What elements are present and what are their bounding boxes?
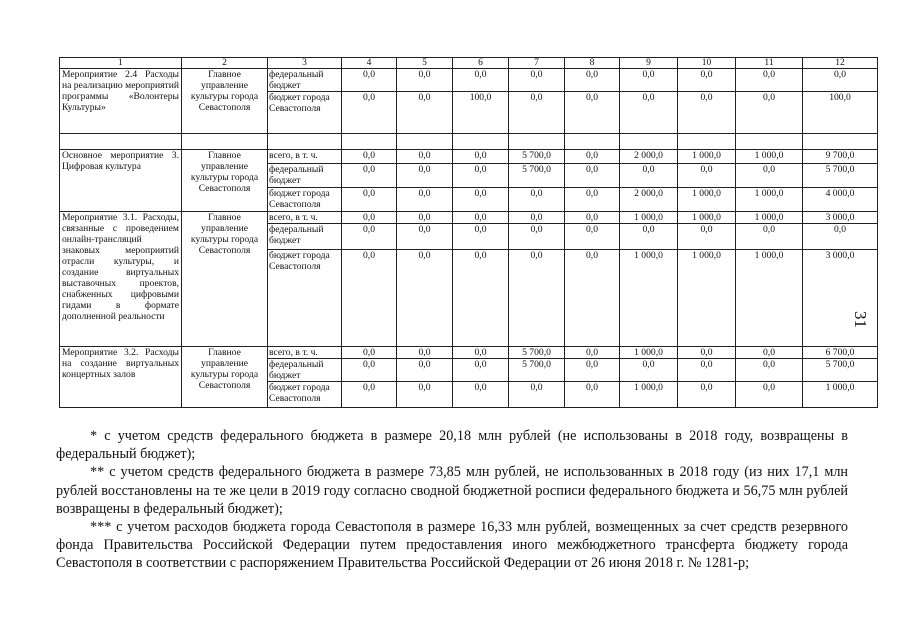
value-cell: 0,0 — [397, 150, 453, 164]
column-header-5: 5 — [397, 58, 453, 69]
column-header-8: 8 — [565, 58, 620, 69]
activity-title-text: Мероприятие 3.1. Расходы, связанные с проведением онлайн-трансляций знаковых мероприятий отрасли культуры, и создание виртуальных выставочных проектов, снабженных цифровыми гидами в формате дополненной реальности — [62, 212, 179, 322]
activity-title — [60, 347, 182, 408]
value-cell: 1 000,0 — [678, 212, 736, 224]
column-header-6: 6 — [453, 58, 509, 69]
value-cell: 0,0 — [736, 347, 803, 359]
value-cell: 5 700,0 — [803, 359, 878, 382]
value-cell: 5 700,0 — [509, 359, 565, 382]
funding-source: федеральный бюджет — [268, 164, 342, 188]
value-cell: 0,0 — [453, 347, 509, 359]
value-cell: 0,0 — [565, 382, 620, 408]
value-cell: 0,0 — [397, 92, 453, 134]
table-body — [60, 58, 878, 408]
executor: Главное управление культуры города Севастополя — [182, 212, 268, 347]
funding-source: бюджет города Севастополя — [268, 250, 342, 347]
value-cell: 100,0 — [453, 92, 509, 134]
value-cell: 1 000,0 — [620, 382, 678, 408]
funding-source: федеральный бюджет — [268, 224, 342, 250]
value-cell: 0,0 — [509, 250, 565, 347]
value-cell: 0,0 — [565, 250, 620, 347]
value-cell: 6 700,0 — [803, 347, 878, 359]
executor: Главное управление культуры города Севастополя — [182, 347, 268, 408]
value-cell: 0,0 — [678, 92, 736, 134]
value-cell: 0,0 — [565, 224, 620, 250]
value-cell: 100,0 — [803, 92, 878, 134]
value-cell: 0,0 — [736, 382, 803, 408]
value-cell: 0,0 — [678, 164, 736, 188]
table-row — [60, 150, 878, 164]
value-cell: 0,0 — [453, 188, 509, 212]
value-cell: 0,0 — [509, 212, 565, 224]
budget-table — [59, 57, 878, 408]
executor: Главное управление культуры города Севастополя — [182, 150, 268, 212]
value-cell: 5 700,0 — [509, 164, 565, 188]
page-number: 31 — [851, 311, 870, 328]
value-cell: 0,0 — [736, 224, 803, 250]
value-cell: 0,0 — [509, 224, 565, 250]
value-cell: 0,0 — [565, 150, 620, 164]
value-cell: 0,0 — [342, 382, 397, 408]
funding-source: федеральный бюджет — [268, 69, 342, 92]
activity-title-text: Основное мероприятие 3. Цифровая культура — [62, 150, 179, 172]
value-cell: 0,0 — [342, 69, 397, 92]
value-cell: 0,0 — [565, 92, 620, 134]
value-cell: 0,0 — [397, 382, 453, 408]
value-cell: 1 000,0 — [803, 382, 878, 408]
value-cell: 0,0 — [453, 150, 509, 164]
value-cell: 0,0 — [736, 164, 803, 188]
value-cell: 0,0 — [803, 69, 878, 92]
value-cell: 0,0 — [565, 359, 620, 382]
value-cell: 0,0 — [453, 382, 509, 408]
table-row — [60, 69, 878, 92]
value-cell: 0,0 — [342, 359, 397, 382]
value-cell: 0,0 — [565, 69, 620, 92]
activity-title — [60, 212, 182, 347]
footnote: ** с учетом средств федерального бюджета в размере 73,85 млн рублей, не использованных в 2018 году (из них 17,1 млн рублей восстановлены на те же цели в 2019 году согласно сводной бюджетной росписи федерального бюджета и 56,75 млн рублей возвращены в федеральный бюджет); — [56, 464, 848, 517]
value-cell: 5 700,0 — [509, 347, 565, 359]
column-header-2: 2 — [182, 58, 268, 69]
activity-title-text: Мероприятие 3.2. Расходы на создание виртуальных концертных залов — [62, 347, 179, 380]
value-cell: 0,0 — [342, 188, 397, 212]
value-cell: 2 000,0 — [620, 188, 678, 212]
value-cell: 0,0 — [453, 224, 509, 250]
value-cell: 0,0 — [342, 250, 397, 347]
footnote: *** с учетом расходов бюджета города Севастополя в размере 16,33 млн рублей, возмещенных за счет средств резервного фонда Правительства Российской Федерации путем предоставления иного межбюджетного трансферта бюджету города Севастополя в соответствии с распоряжением Правительства Российской Федерации от 26 июня 2018 г. № 1281-р; — [56, 519, 848, 572]
value-cell: 0,0 — [453, 212, 509, 224]
value-cell: 0,0 — [620, 92, 678, 134]
value-cell: 0,0 — [509, 188, 565, 212]
value-cell: 5 700,0 — [509, 150, 565, 164]
activity-title — [60, 150, 182, 212]
funding-source: всего, в т. ч. — [268, 347, 342, 359]
value-cell: 0,0 — [397, 359, 453, 382]
value-cell: 0,0 — [397, 224, 453, 250]
value-cell: 1 000,0 — [736, 150, 803, 164]
value-cell: 0,0 — [397, 188, 453, 212]
value-cell: 0,0 — [342, 150, 397, 164]
table-row — [60, 212, 878, 224]
column-header-11: 11 — [736, 58, 803, 69]
value-cell: 0,0 — [397, 250, 453, 347]
value-cell: 0,0 — [565, 347, 620, 359]
column-header-12: 12 — [803, 58, 878, 69]
value-cell: 0,0 — [453, 69, 509, 92]
column-header-7: 7 — [509, 58, 565, 69]
value-cell: 1 000,0 — [620, 347, 678, 359]
spacer-row — [60, 134, 878, 150]
value-cell: 2 000,0 — [620, 150, 678, 164]
funding-source: бюджет города Севастополя — [268, 92, 342, 134]
value-cell: 0,0 — [453, 359, 509, 382]
value-cell: 1 000,0 — [678, 250, 736, 347]
value-cell: 0,0 — [453, 164, 509, 188]
funding-source: бюджет города Севастополя — [268, 188, 342, 212]
value-cell: 0,0 — [678, 359, 736, 382]
value-cell: 0,0 — [565, 212, 620, 224]
value-cell: 3 000,0 — [803, 250, 878, 347]
value-cell: 1 000,0 — [736, 250, 803, 347]
value-cell: 0,0 — [736, 92, 803, 134]
column-header-1: 1 — [60, 58, 182, 69]
funding-source: всего, в т. ч. — [268, 150, 342, 164]
value-cell: 4 000,0 — [803, 188, 878, 212]
funding-source: федеральный бюджет — [268, 359, 342, 382]
value-cell: 0,0 — [620, 359, 678, 382]
value-cell: 0,0 — [342, 92, 397, 134]
activity-title-text: Мероприятие 2.4 Расходы на реализацию мероприятий программы «Волонтеры Культуры» — [62, 69, 179, 113]
value-cell: 0,0 — [342, 347, 397, 359]
value-cell: 1 000,0 — [620, 212, 678, 224]
funding-source: всего, в т. ч. — [268, 212, 342, 224]
value-cell: 3 000,0 — [803, 212, 878, 224]
value-cell: 0,0 — [565, 164, 620, 188]
value-cell: 0,0 — [342, 212, 397, 224]
footnotes — [56, 427, 848, 573]
value-cell: 0,0 — [678, 347, 736, 359]
value-cell: 0,0 — [397, 69, 453, 92]
value-cell: 0,0 — [509, 69, 565, 92]
funding-source: бюджет города Севастополя — [268, 382, 342, 408]
value-cell: 1 000,0 — [678, 188, 736, 212]
header-row — [60, 58, 878, 69]
column-header-10: 10 — [678, 58, 736, 69]
column-header-9: 9 — [620, 58, 678, 69]
value-cell: 0,0 — [678, 224, 736, 250]
value-cell: 0,0 — [342, 164, 397, 188]
value-cell: 1 000,0 — [620, 250, 678, 347]
value-cell: 0,0 — [736, 359, 803, 382]
value-cell: 0,0 — [620, 164, 678, 188]
column-header-4: 4 — [342, 58, 397, 69]
value-cell: 0,0 — [678, 382, 736, 408]
value-cell: 1 000,0 — [678, 150, 736, 164]
value-cell: 0,0 — [397, 164, 453, 188]
value-cell: 0,0 — [678, 69, 736, 92]
value-cell: 0,0 — [620, 69, 678, 92]
value-cell: 0,0 — [565, 188, 620, 212]
value-cell: 1 000,0 — [736, 188, 803, 212]
value-cell: 5 700,0 — [803, 164, 878, 188]
value-cell: 0,0 — [803, 224, 878, 250]
value-cell: 0,0 — [620, 224, 678, 250]
footnote: * с учетом средств федерального бюджета в размере 20,18 млн рублей (не использованы в 2018 году, возвращены в федеральный бюджет); — [56, 428, 848, 463]
value-cell: 1 000,0 — [736, 212, 803, 224]
value-cell: 9 700,0 — [803, 150, 878, 164]
value-cell: 0,0 — [736, 69, 803, 92]
value-cell: 0,0 — [453, 250, 509, 347]
executor: Главное управление культуры города Севастополя — [182, 69, 268, 134]
table-row — [60, 347, 878, 359]
value-cell: 0,0 — [342, 224, 397, 250]
value-cell: 0,0 — [509, 382, 565, 408]
column-header-3: 3 — [268, 58, 342, 69]
value-cell: 0,0 — [509, 92, 565, 134]
activity-title — [60, 69, 182, 134]
value-cell: 0,0 — [397, 212, 453, 224]
value-cell: 0,0 — [397, 347, 453, 359]
